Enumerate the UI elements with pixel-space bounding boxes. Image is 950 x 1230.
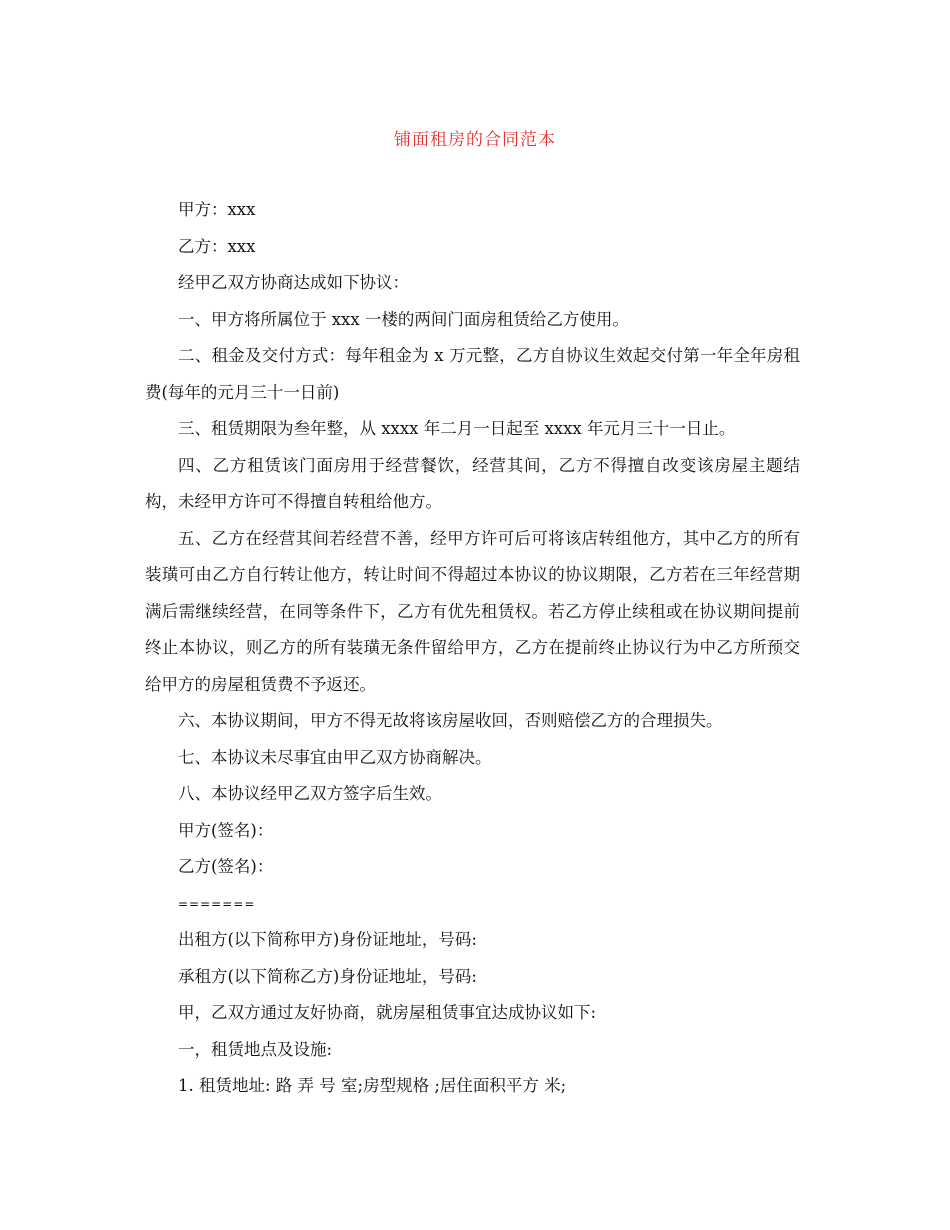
paragraph-clause-8: 八、本协议经甲乙双方签字后生效。 xyxy=(178,784,442,803)
paragraph-clause-6: 六、本协议期间，甲方不得无故将该房屋收回，否则赔偿乙方的合理损失。 xyxy=(178,711,723,730)
paragraph-agreement-intro-2: 甲，乙双方通过友好协商，就房屋租赁事宜达成协议如下: xyxy=(178,1003,597,1022)
paragraph-rental-address: 1. 租赁地址: 路 弄 号 室;房型规格 ;居住面积平方 米; xyxy=(178,1076,567,1095)
section-separator: ======= xyxy=(178,896,256,911)
signature-party-b: 乙方(签名)： xyxy=(178,857,274,876)
paragraph-clause-3: 三、租赁期限为叁年整，从 xxxx 年二月一日起至 xxxx 年元月三十一日止。 xyxy=(178,419,736,438)
signature-party-a: 甲方(签名)： xyxy=(178,820,274,840)
document-body xyxy=(145,192,800,1105)
paragraph-party-a: 甲方：xxx xyxy=(178,200,256,219)
paragraph-agreement-intro: 经甲乙双方协商达成如下协议： xyxy=(178,273,409,292)
paragraph-clause-4: 四、乙方租赁该门面房用于经营餐饮，经营其间，乙方不得擅自改变该房屋主题结构，未经甲方许可不得擅自转租给他方。 xyxy=(145,455,800,511)
paragraph-clause-7: 七、本协议未尽事宜由甲乙双方协商解决。 xyxy=(178,747,492,767)
paragraph-lessee: 承租方(以下简称乙方)身份证地址，号码: xyxy=(178,966,477,986)
document-title: 铺面租房的合同范本 xyxy=(394,130,556,150)
paragraph-clause-1: 一、甲方将所属位于 xxx 一楼的两间门面房租赁给乙方使用。 xyxy=(178,309,629,329)
paragraph-clause-5: 五、乙方在经营其间若经营不善，经甲方许可后可将该店转组他方，其中乙方的所有装璜可由乙方自行转让他方，转让时间不得超过本协议的协议期限，乙方若在三年经营期满后需继续经营，在同等条件下，乙方有优先租赁权。若乙方停止续租或在协议期间提前终止本协议，则乙方的所有装璜无条件留给甲方，乙方在提前终止协议行为中乙方所预交给甲方的房屋租赁费不予返还。 xyxy=(145,528,800,694)
paragraph-lessor: 出租方(以下简称甲方)身份证地址，号码: xyxy=(178,930,477,949)
paragraph-party-b: 乙方：xxx xyxy=(178,236,256,256)
paragraph-clause-2: 二、租金及交付方式：每年租金为 x 万元整，乙方自协议生效起交付第一年全年房租费(每年的元月三十一日前) xyxy=(145,346,800,402)
paragraph-section-1-heading: 一，租赁地点及设施: xyxy=(178,1039,333,1059)
